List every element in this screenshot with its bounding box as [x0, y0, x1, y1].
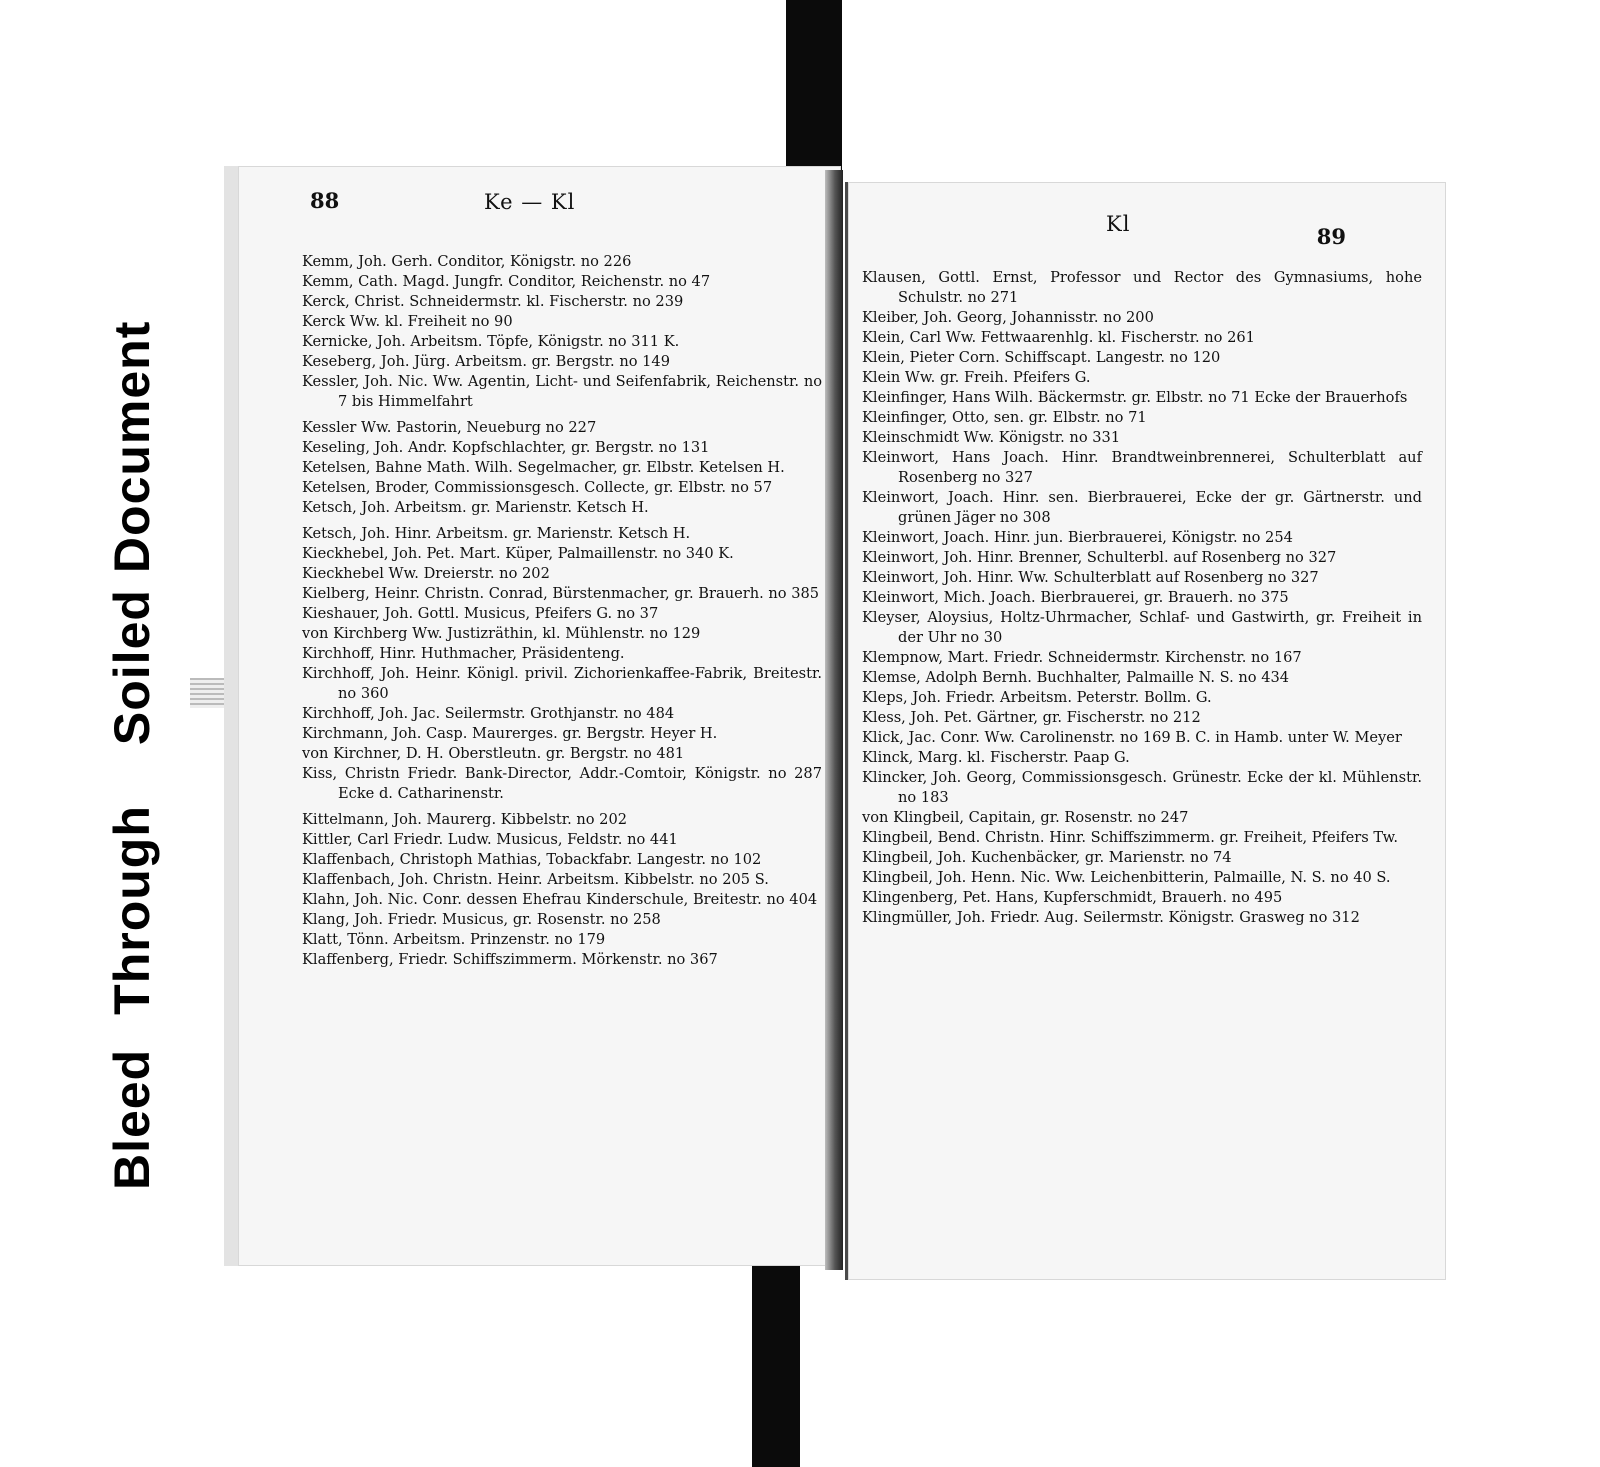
- page-tab-mark: [190, 678, 224, 708]
- directory-entry: Klang, Joh. Friedr. Musicus, gr. Rosenstr. no 258: [302, 911, 661, 928]
- directory-entry: Kielberg, Heinr. Christn. Conrad, Bürstenmacher, gr. Brauerh. no 385: [302, 585, 820, 602]
- directory-entry: Kleinwort, Joach. Hinr. sen. Bierbrauerei, Ecke der gr. Gärtnerstr. und grünen Jäger no 308: [862, 489, 1422, 526]
- directory-entry: Klemse, Adolph Bernh. Buchhalter, Palmaille N. S. no 434: [862, 669, 1290, 686]
- stamp-word-3: Soiled: [104, 589, 160, 746]
- directory-entry: Kleinwort, Joh. Hinr. Brenner, Schulterbl. auf Rosenberg no 327: [862, 549, 1337, 566]
- directory-entry: Klingmüller, Joh. Friedr. Aug. Seilermstr. Königstr. Grasweg no 312: [862, 909, 1360, 926]
- left-page: [224, 166, 841, 1266]
- binding-spine-bottom: [752, 1255, 800, 1467]
- stamp-word-1: Bleed: [104, 1048, 160, 1190]
- directory-entry: Ketsch, Joh. Arbeitsm. gr. Marienstr. Ketsch H.: [302, 499, 649, 516]
- directory-entry: Kieckhebel, Joh. Pet. Mart. Küper, Palmaillenstr. no 340 K.: [302, 545, 734, 562]
- stamp-word-2: Through: [104, 805, 160, 1015]
- book-gutter: [825, 170, 843, 1270]
- right-page-number: 89: [1316, 224, 1346, 249]
- directory-entry: Keseberg, Joh. Jürg. Arbeitsm. gr. Bergstr. no 149: [302, 353, 670, 370]
- directory-entry: Kemm, Joh. Gerh. Conditor, Königstr. no 226: [302, 253, 632, 270]
- directory-entry: Klinck, Marg. kl. Fischerstr. Paap G.: [862, 749, 1130, 766]
- directory-entry: Kirchmann, Joh. Casp. Maurerges. gr. Bergstr. Heyer H.: [302, 725, 718, 742]
- directory-entry: Ketsch, Joh. Hinr. Arbeitsm. gr. Marienstr. Ketsch H.: [302, 525, 691, 542]
- directory-entry: Keseling, Joh. Andr. Kopfschlachter, gr. Bergstr. no 131: [302, 439, 710, 456]
- directory-entry: Klaffenbach, Joh. Christn. Heinr. Arbeitsm. Kibbelstr. no 205 S.: [302, 871, 769, 888]
- directory-entry: Klein Ww. gr. Freih. Pfeifers G.: [862, 369, 1091, 386]
- directory-entry: Kessler, Joh. Nic. Ww. Agentin, Licht- und Seifenfabrik, Reichenstr. no 7 bis Himmelfahrt: [302, 373, 822, 410]
- directory-entry: Kleinschmidt Ww. Königstr. no 331: [862, 429, 1121, 446]
- directory-entry: Kirchhoff, Hinr. Huthmacher, Präsidenteng.: [302, 645, 625, 662]
- binding-spine-top: [786, 0, 842, 178]
- directory-entry: Kleinwort, Hans Joach. Hinr. Brandtweinbrennerei, Schulterblatt auf Rosenberg no 327: [862, 449, 1422, 486]
- directory-entry: Klahn, Joh. Nic. Conr. dessen Ehefrau Kinderschule, Breitestr. no 404: [302, 891, 818, 908]
- directory-entry: Kiss, Christn Friedr. Bank-Director, Addr.-Comtoir, Königstr. no 287 Ecke d. Catharinenstr.: [302, 765, 822, 802]
- directory-entry: Kleinwort, Joh. Hinr. Ww. Schulterblatt auf Rosenberg no 327: [862, 569, 1319, 586]
- directory-entry: Kittelmann, Joh. Maurerg. Kibbelstr. no 202: [302, 811, 628, 828]
- directory-entry: Kleinfinger, Otto, sen. gr. Elbstr. no 71: [862, 409, 1147, 426]
- right-entry-list: [862, 268, 1422, 928]
- directory-entry: Klein, Carl Ww. Fettwaarenhlg. kl. Fischerstr. no 261: [862, 329, 1255, 346]
- left-page-number: 88: [310, 188, 340, 213]
- directory-entry: Klick, Jac. Conr. Ww. Carolinenstr. no 169 B. C. in Hamb. unter W. Meyer: [862, 729, 1402, 746]
- directory-entry: Kleinfinger, Hans Wilh. Bäckermstr. gr. Elbstr. no 71 Ecke der Brauerhofs: [862, 389, 1408, 406]
- directory-entry: Kleps, Joh. Friedr. Arbeitsm. Peterstr. Bollm. G.: [862, 689, 1212, 706]
- directory-entry: Kieckhebel Ww. Dreierstr. no 202: [302, 565, 550, 582]
- directory-entry: Klingbeil, Joh. Henn. Nic. Ww. Leichenbitterin, Palmaille, N. S. no 40 S.: [862, 869, 1391, 886]
- directory-entry: Kirchhoff, Joh. Jac. Seilermstr. Grothjanstr. no 484: [302, 705, 675, 722]
- directory-entry: Kernicke, Joh. Arbeitsm. Töpfe, Königstr. no 311 K.: [302, 333, 680, 350]
- directory-entry: Klincker, Joh. Georg, Commissionsgesch. Grünestr. Ecke der kl. Mühlenstr. no 183: [862, 769, 1422, 806]
- directory-entry: Klaffenbach, Christoph Mathias, Tobackfabr. Langestr. no 102: [302, 851, 762, 868]
- directory-entry: Ketelsen, Broder, Commissionsgesch. Collecte, gr. Elbstr. no 57: [302, 479, 773, 496]
- directory-entry: Kieshauer, Joh. Gottl. Musicus, Pfeifers G. no 37: [302, 605, 659, 622]
- right-page: [845, 182, 1446, 1280]
- directory-entry: Kerck, Christ. Schneidermstr. kl. Fischerstr. no 239: [302, 293, 684, 310]
- right-page-header: [848, 182, 1446, 249]
- directory-entry: Kirchhoff, Joh. Heinr. Königl. privil. Zichorienkaffee-Fabrik, Breitestr. no 360: [302, 665, 822, 702]
- directory-entry: von Klingbeil, Capitain, gr. Rosenstr. no 247: [862, 809, 1189, 826]
- left-page-header: [238, 166, 841, 228]
- directory-entry: Klatt, Tönn. Arbeitsm. Prinzenstr. no 179: [302, 931, 606, 948]
- directory-entry: von Kirchner, D. H. Oberstleutn. gr. Bergstr. no 481: [302, 745, 685, 762]
- bleed-through-stamp: [103, 321, 161, 1190]
- directory-entry: Kleinwort, Joach. Hinr. jun. Bierbrauerei, Königstr. no 254: [862, 529, 1293, 546]
- left-entry-list: [302, 252, 822, 970]
- directory-entry: Klingenberg, Pet. Hans, Kupferschmidt, Brauerh. no 495: [862, 889, 1283, 906]
- directory-entry: Klein, Pieter Corn. Schiffscapt. Langestr. no 120: [862, 349, 1221, 366]
- directory-entry: Kless, Joh. Pet. Gärtner, gr. Fischerstr. no 212: [862, 709, 1201, 726]
- directory-entry: Kleiber, Joh. Georg, Johannisstr. no 200: [862, 309, 1154, 326]
- left-running-head: Ke — Kl: [484, 190, 576, 214]
- directory-entry: Klempnow, Mart. Friedr. Schneidermstr. Kirchenstr. no 167: [862, 649, 1302, 666]
- directory-entry: Kemm, Cath. Magd. Jungfr. Conditor, Reichenstr. no 47: [302, 273, 711, 290]
- directory-entry: von Kirchberg Ww. Justizräthin, kl. Mühlenstr. no 129: [302, 625, 701, 642]
- directory-entry: Kessler Ww. Pastorin, Neueburg no 227: [302, 419, 597, 436]
- right-running-head: Kl: [1106, 212, 1131, 236]
- stamp-word-4: Document: [104, 320, 160, 574]
- directory-entry: Kittler, Carl Friedr. Ludw. Musicus, Feldstr. no 441: [302, 831, 678, 848]
- directory-entry: Kleyser, Aloysius, Holtz-Uhrmacher, Schlaf- und Gastwirth, gr. Freiheit in der Uhr no 30: [862, 609, 1422, 646]
- directory-entry: Klausen, Gottl. Ernst, Professor und Rector des Gymnasiums, hohe Schulstr. no 271: [862, 269, 1422, 306]
- directory-entry: Klaffenberg, Friedr. Schiffszimmerm. Mörkenstr. no 367: [302, 951, 718, 968]
- directory-entry: Kerck Ww. kl. Freiheit no 90: [302, 313, 513, 330]
- directory-entry: Klingbeil, Bend. Christn. Hinr. Schiffszimmerm. gr. Freiheit, Pfeifers Tw.: [862, 829, 1399, 846]
- directory-entry: Klingbeil, Joh. Kuchenbäcker, gr. Marienstr. no 74: [862, 849, 1232, 866]
- directory-entry: Kleinwort, Mich. Joach. Bierbrauerei, gr. Brauerh. no 375: [862, 589, 1289, 606]
- directory-entry: Ketelsen, Bahne Math. Wilh. Segelmacher, gr. Elbstr. Ketelsen H.: [302, 459, 785, 476]
